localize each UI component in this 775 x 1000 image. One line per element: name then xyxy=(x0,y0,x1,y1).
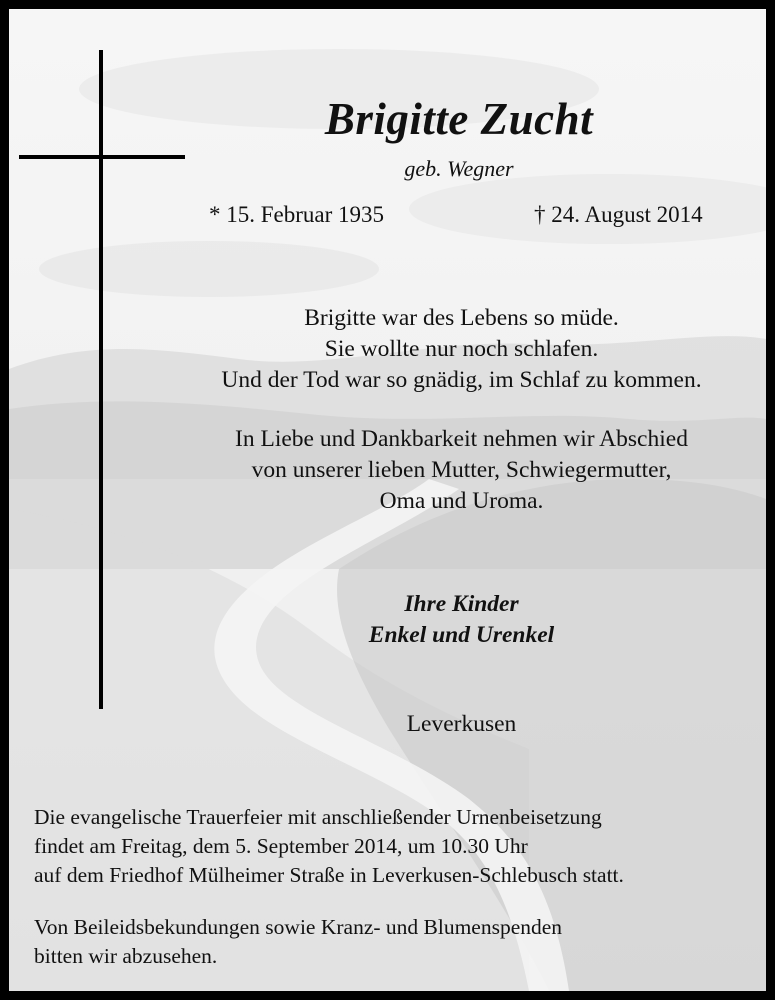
signer-line: Enkel und Urenkel xyxy=(368,622,555,648)
service-line: auf dem Friedhof Mülheimer Straße in Leverkusen-Schlebusch statt. xyxy=(34,863,624,887)
poem xyxy=(159,303,764,396)
signers xyxy=(159,589,764,651)
farewell-line: von unserer lieben Mutter, Schwiegermutter, xyxy=(251,457,672,483)
poem-line: Sie wollte nur noch schlafen. xyxy=(324,336,599,362)
cross-icon xyxy=(99,50,103,709)
death-date: † 24. August 2014 xyxy=(534,202,703,227)
signer-line: Ihre Kinder xyxy=(404,591,519,617)
service-line: Die evangelische Trauerfeier mit anschließender Urnenbeisetzung xyxy=(34,805,602,829)
maiden-name: geb. Wegner xyxy=(404,156,514,181)
condolence-note xyxy=(34,913,754,971)
poem-line: Und der Tod war so gnädig, im Schlaf zu kommen. xyxy=(221,367,702,393)
birth-date: * 15. Februar 1935 xyxy=(209,202,385,227)
condolence-line: bitten wir abzusehen. xyxy=(34,944,218,968)
farewell-line: Oma und Uroma. xyxy=(379,488,544,514)
service-line: findet am Freitag, dem 5. September 2014, um 10.30 Uhr xyxy=(34,834,528,858)
poem-line: Brigitte war des Lebens so müde. xyxy=(304,305,619,331)
farewell-text xyxy=(159,424,764,517)
condolence-line: Von Beileidsbekundungen sowie Kranz- und Blumenspenden xyxy=(34,915,563,939)
service-info xyxy=(34,803,754,890)
farewell-line: In Liebe und Dankbarkeit nehmen wir Abschied xyxy=(235,426,688,452)
deceased-name: Brigitte Zucht xyxy=(324,94,594,144)
place: Leverkusen xyxy=(406,711,517,737)
